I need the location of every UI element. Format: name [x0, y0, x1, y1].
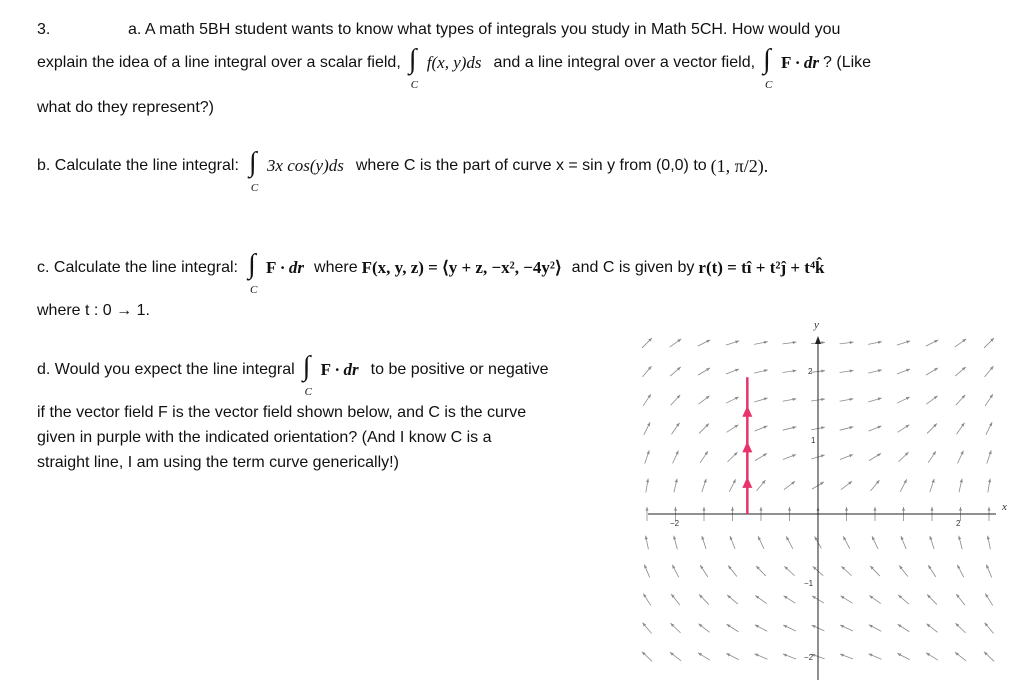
field-arrow-head: [783, 654, 787, 657]
field-arrow-head: [677, 339, 681, 342]
field-arrow-head: [674, 507, 677, 511]
part-d-line1: [37, 351, 549, 398]
y-axis-arrow-icon: [815, 336, 821, 344]
field-arrow-head: [702, 536, 705, 540]
field-arrow-head: [902, 507, 905, 511]
tick-label-y1: 1: [811, 436, 816, 445]
part-d-post: to be positive or negative: [370, 361, 549, 378]
field-arrow-head: [849, 454, 853, 457]
field-arrow-head: [676, 423, 679, 427]
part-c-line2: where t : 0 → 1.: [37, 302, 150, 319]
field-arrow-head: [821, 426, 825, 429]
field-arrow-head: [792, 454, 796, 457]
field-arrow-head: [793, 369, 797, 372]
field-arrow-head: [878, 426, 882, 429]
field-arrow-head: [928, 565, 931, 569]
part-c-param: r(t) = tî + t²ĵ + t⁴k̂: [698, 258, 825, 277]
field-arrow-head: [873, 507, 876, 511]
part-a-mid-text: and a line integral over a vector field,: [493, 54, 756, 71]
field-arrow-head: [645, 507, 648, 511]
field-arrow-head: [849, 398, 853, 401]
field-arrow-head: [734, 425, 738, 428]
part-c-F: F: [266, 258, 277, 277]
part-c-curve-text: and C is given by: [571, 259, 695, 276]
field-arrow-head: [840, 654, 844, 657]
field-arrow-head: [933, 451, 936, 455]
part-b-endpoint: (1, π/2).: [710, 155, 769, 176]
field-arrow-head: [755, 595, 759, 598]
field-arrow-head: [930, 536, 933, 540]
purple-curve: [742, 377, 752, 514]
field-arrow-head: [961, 423, 964, 427]
integral-sign-d: ∫ C: [302, 351, 312, 398]
field-arrow-head: [646, 479, 649, 483]
field-arrow-head: [906, 340, 910, 343]
tick-label-xm2: −2: [670, 519, 680, 528]
integral-sign-scalar: ∫ C: [408, 44, 419, 91]
curve-orientation-arrow-icon: [742, 441, 752, 452]
part-a-line3: what do they represent?): [37, 99, 214, 116]
field-arrow-head: [845, 507, 848, 511]
field-arrow-head: [821, 455, 825, 458]
problem-number: 3.: [37, 21, 51, 38]
part-d-dr: · dr: [335, 360, 359, 379]
field-arrow-head: [648, 394, 651, 398]
field-arrow-head: [645, 536, 648, 540]
part-d-line3: given in purple with the indicated orientation? (And I know C is a: [37, 429, 492, 446]
field-arrow-head: [647, 450, 650, 454]
part-a-post: ? (Like: [823, 54, 872, 71]
x-axis-label: x: [1002, 501, 1007, 513]
part-d-line2: if the vector field F is the vector field shown below, and C is the curve: [37, 404, 527, 421]
field-arrow-head: [727, 624, 731, 627]
field-arrow-head: [962, 339, 966, 342]
field-arrow-head: [989, 450, 992, 454]
tick-label-ym1: −1: [804, 579, 814, 588]
integral-sign-c: ∫ C: [248, 249, 258, 296]
field-arrow-head: [704, 479, 707, 483]
field-arrow-head: [901, 536, 904, 540]
part-b: [37, 147, 769, 194]
part-c-where: where: [314, 259, 358, 276]
field-arrow-head: [735, 369, 739, 372]
part-c: [37, 249, 825, 296]
part-b-where: where C is the part of curve x = sin y from (0,0) to: [355, 157, 707, 174]
field-arrow-head: [905, 425, 909, 428]
field-arrow-head: [764, 426, 768, 429]
field-arrow-head: [878, 341, 882, 344]
part-d-F: F: [320, 360, 332, 379]
part-d-line4: straight line, I am using the term curve generically!): [37, 454, 399, 471]
field-arrow-head: [730, 536, 733, 540]
part-a-line2: [37, 44, 872, 91]
part-c-label: c. Calculate the line integral:: [37, 259, 238, 276]
part-a-line1: a. A math 5BH student wants to know what types of integrals you study in Math 5CH. How would you: [128, 21, 841, 38]
curve-orientation-arrow-icon: [742, 406, 752, 417]
field-arrow-head: [987, 507, 990, 511]
field-arrow-head: [906, 369, 910, 372]
field-arrow-head: [930, 507, 933, 511]
field-arrow-head: [878, 398, 882, 401]
vector-field-plot: [640, 318, 1010, 680]
part-d-pre: d. Would you expect the line integral: [37, 361, 295, 378]
field-arrow-head: [987, 536, 990, 540]
part-b-label: b. Calculate the line integral:: [37, 157, 239, 174]
field-arrow-head: [764, 398, 768, 401]
field-arrow-head: [959, 507, 962, 511]
part-c-dr: · dr: [280, 258, 305, 277]
field-arrow-head: [788, 507, 791, 511]
field-arrow-head: [792, 398, 796, 401]
field-arrow-head: [735, 340, 739, 343]
field-arrow-head: [731, 507, 734, 511]
field-arrow-head: [990, 394, 993, 398]
field-arrow-head: [850, 369, 854, 372]
field-arrow-head: [764, 341, 768, 344]
tick-label-x2: 2: [956, 519, 961, 528]
vector-F: F: [781, 53, 792, 72]
field-arrow-head: [700, 565, 703, 569]
integral-sign-b: ∫ C: [248, 147, 259, 194]
field-arrow-head: [702, 507, 705, 511]
curve-orientation-arrow-icon: [742, 477, 752, 488]
scalar-integrand: f(x, y)ds: [426, 53, 482, 72]
tick-label-ym2: −2: [804, 653, 814, 662]
vector-integrand: · dr: [795, 53, 820, 72]
part-a-line2-text: explain the idea of a line integral over a scalar field,: [37, 54, 401, 71]
part-b-integrand: 3x cos(y)ds: [266, 156, 344, 175]
field-arrow-head: [759, 507, 762, 511]
y-axis-label: y: [814, 319, 819, 331]
integral-sign-vector: ∫ C: [763, 44, 773, 91]
field-arrow-head: [869, 595, 873, 598]
tick-label-y2: 2: [808, 367, 813, 376]
field-arrow-head: [898, 624, 902, 627]
field-arrow-head: [705, 451, 708, 455]
part-c-field-def: F(x, y, z) = ⟨y + z, −x², −4y²⟩: [361, 258, 562, 277]
field-arrow-head: [932, 479, 935, 483]
field-arrow-head: [821, 398, 825, 401]
field-arrow-head: [988, 479, 991, 483]
